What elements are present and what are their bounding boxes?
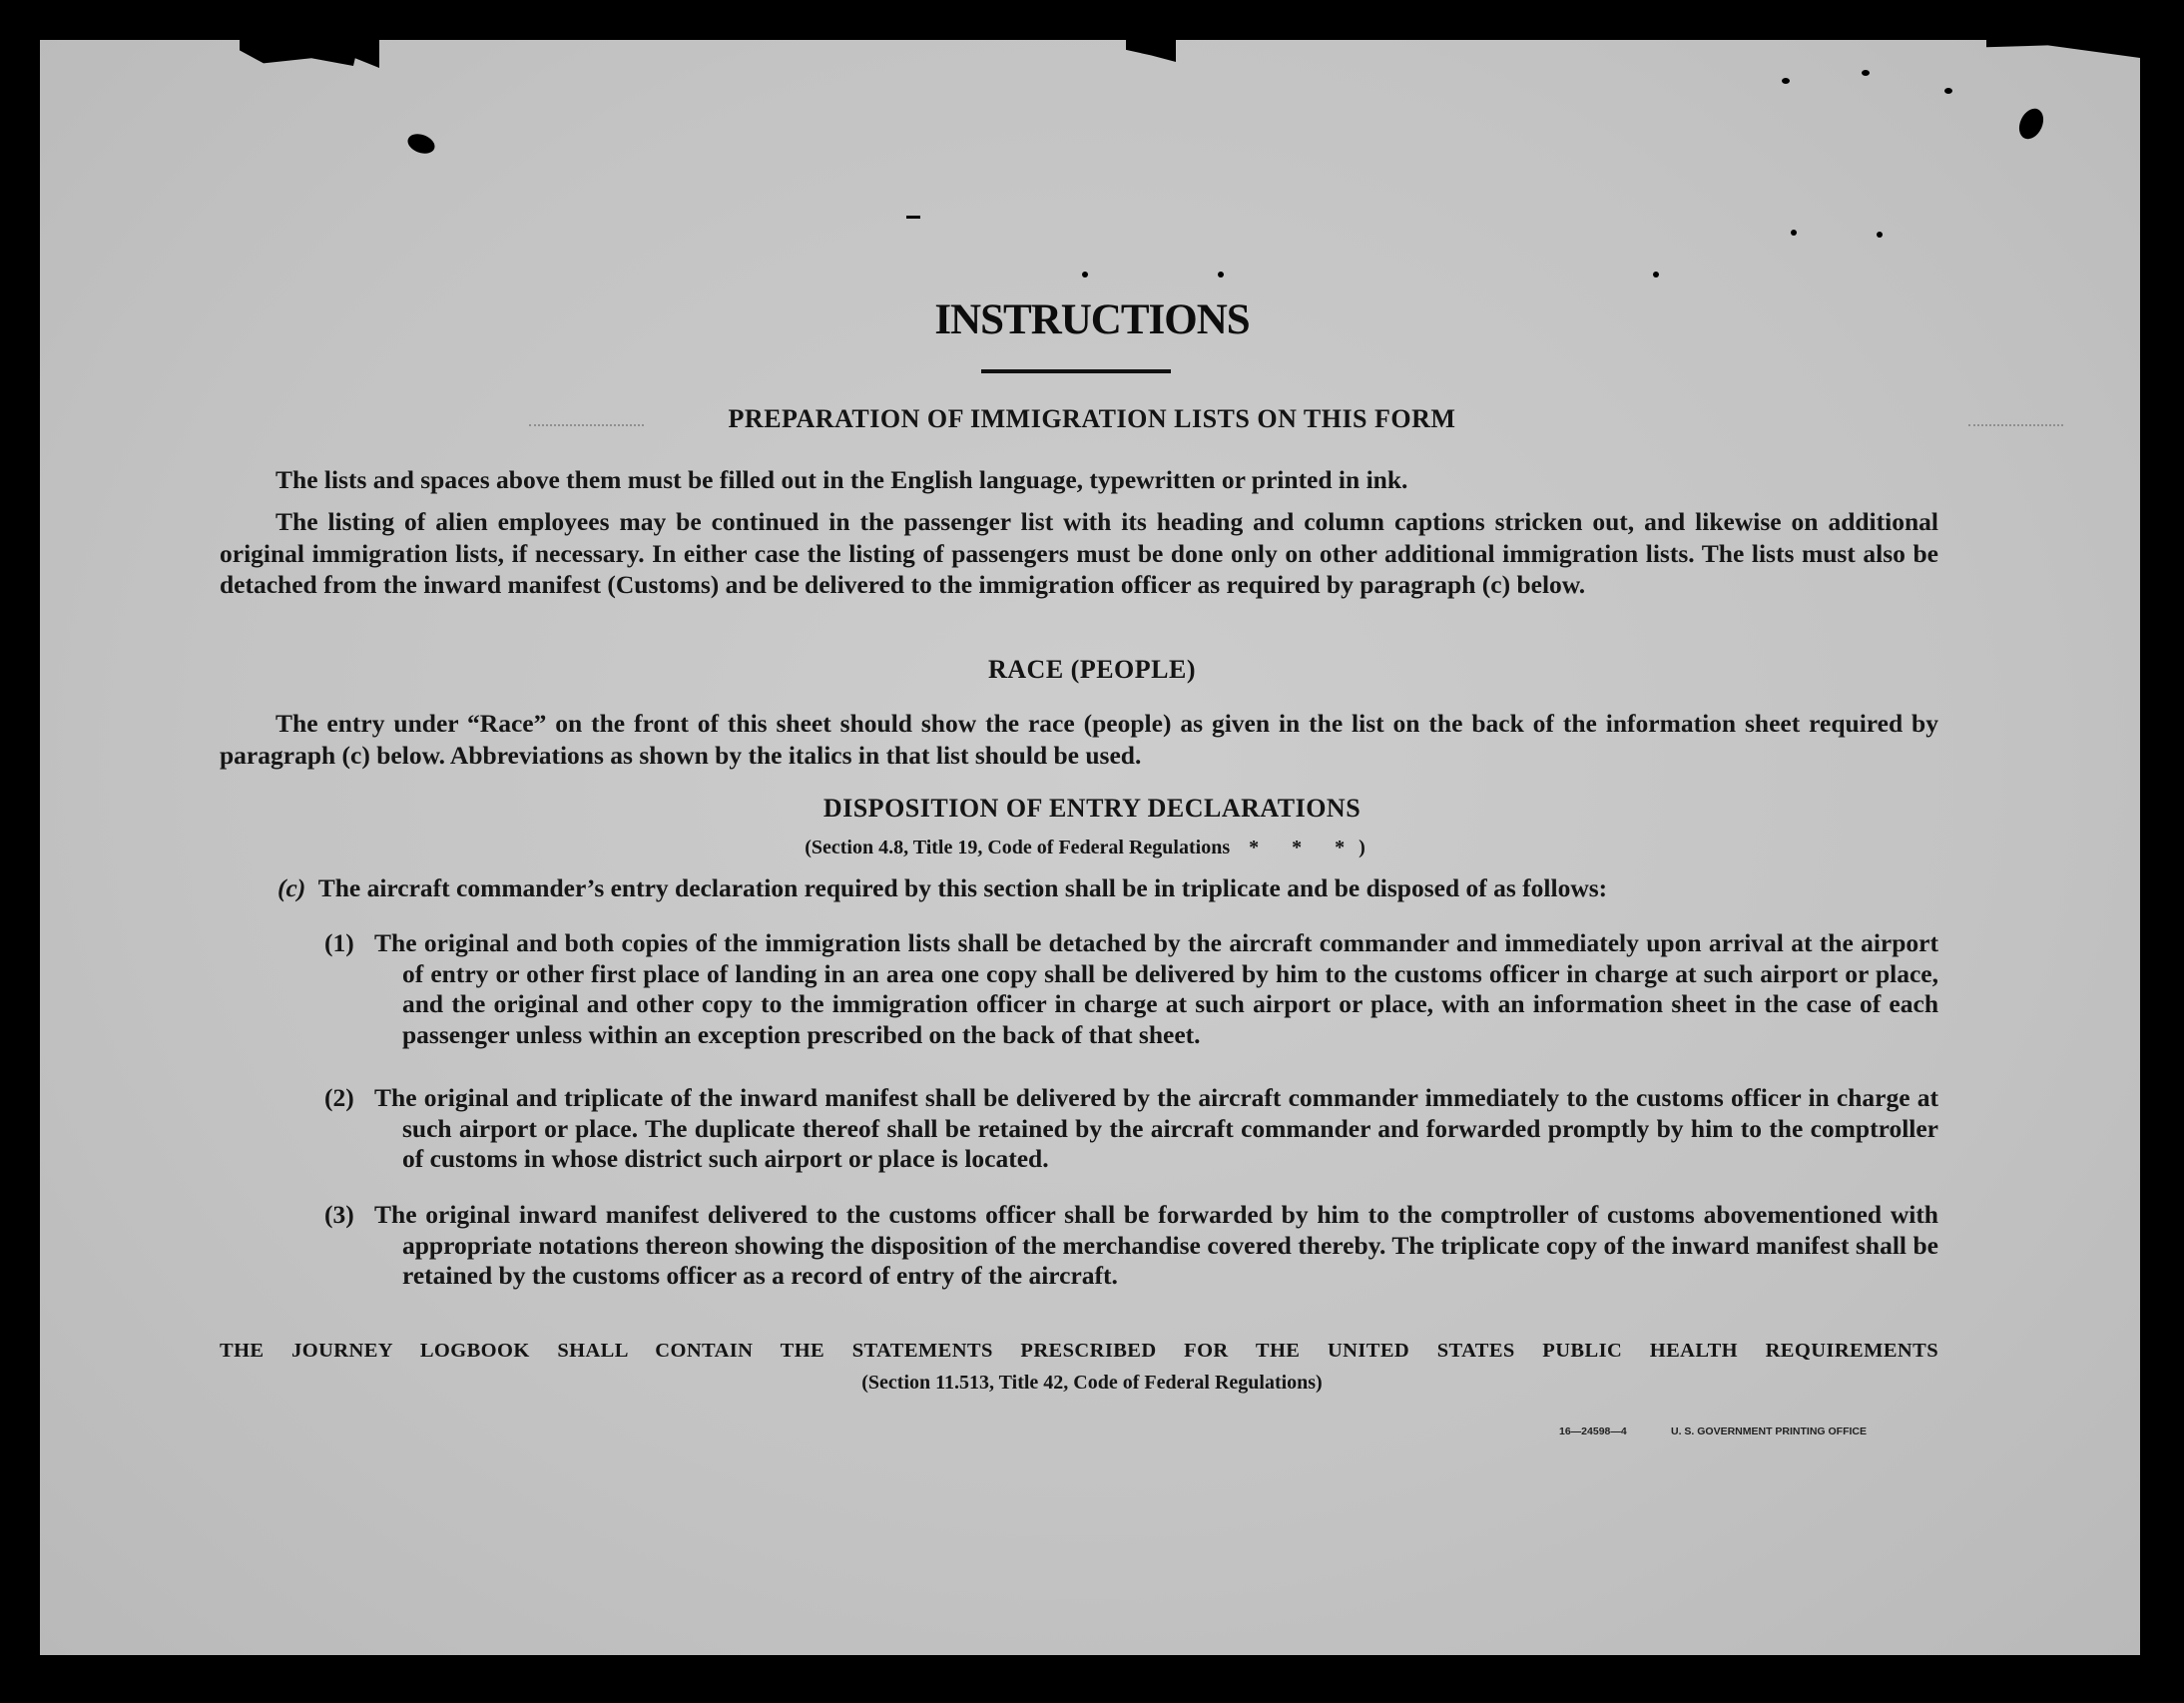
preparation-paragraph-2: The listing of alien employees may be continued in the passenger list with its heading and column captions stricken out, and likewise on additional original immigration lists, if necessary. In either case the listing of passengers must be done only on other additional immigration lists. The lists must also be detached from the inward manifest (Customs) and be delivered to the immigration officer as required by paragraph (c) below. <box>220 507 1938 599</box>
page-title: INSTRUCTIONS <box>934 296 1250 343</box>
preparation-paragraph-1: The lists and spaces above them must be filled out in the English language, typewritten or printed in ink. <box>275 465 1408 494</box>
item-text: The original inward manifest delivered to the customs officer shall be forwarded by him to the comptroller of customs abovementioned with appropriate notations thereon showing the disposition of the merchandise covered thereby. The triplicate copy of the inward manifest shall be retained by the customs officer as a record of entry of the aircraft. <box>374 1200 1938 1290</box>
item-number: (1) <box>324 928 354 957</box>
clause-text: The aircraft commander’s entry declaration required by this section shall be in triplicate and be disposed of as follows: <box>317 873 1608 902</box>
ink-spot <box>1782 78 1790 84</box>
ink-spot <box>1082 272 1088 278</box>
ink-spot <box>1862 70 1870 76</box>
section-heading-race: RACE (PEOPLE) <box>988 655 1196 684</box>
form-number: 16—24598—4 <box>1559 1425 1627 1437</box>
printer-imprint: U. S. GOVERNMENT PRINTING OFFICE <box>1671 1425 1868 1437</box>
section-heading-disposition: DISPOSITION OF ENTRY DECLARATIONS <box>822 794 1362 823</box>
citation-asterisks: * * *) <box>1249 837 1379 858</box>
item-text: The original and triplicate of the inward manifest shall be delivered by the aircraft commander immediately to the customs officer in charge at such airport or place. The duplicate thereof shall be retained by the aircraft commander and forwarded promptly by him to the comptroller of customs in whose district such airport or place is located. <box>374 1083 1938 1173</box>
ink-spot <box>1944 88 1952 94</box>
ink-spot <box>1791 230 1797 236</box>
ink-spot <box>1653 272 1659 278</box>
scan-artifact <box>906 216 920 219</box>
item-text: The original and both copies of the immigration lists shall be detached by the aircraft commander and immediately upon arrival at the airport of entry or other first place of landing in an area one copy shall be delivered by him to the customs officer in charge at such airport or place, and the original and other copy to the immigration officer in charge at such airport or place, with an information sheet in the case of each passenger unless within an exception prescribed on the back of that sheet. <box>374 928 1938 1049</box>
ink-spot <box>1218 272 1224 278</box>
clause-c <box>277 872 1974 903</box>
clause-label: (c) <box>277 873 306 902</box>
item-number: (3) <box>324 1200 354 1229</box>
disposition-item-2 <box>324 1083 1938 1175</box>
item-number: (2) <box>324 1083 354 1112</box>
race-paragraph: The entry under “Race” on the front of this sheet should show the race (people) as given in the list on the back of the information sheet required by paragraph (c) below. Abbreviations as shown by the italics in that list should be used. <box>220 709 1938 770</box>
citation-text: (Section 4.8, Title 19, Code of Federal Regulations <box>805 837 1231 858</box>
disposition-item-3 <box>324 1200 1938 1292</box>
ink-spot <box>1877 232 1883 238</box>
title-underline <box>981 369 1171 373</box>
disposition-citation <box>0 837 2184 859</box>
public-health-citation: (Section 11.513, Title 42, Code of Federal Regulations) <box>861 1372 1323 1394</box>
public-health-statement: THE JOURNEY LOGBOOK SHALL CONTAIN THE STATEMENTS PRESCRIBED FOR THE UNITED STATES PUBLIC HEALTH REQUIREMENTS <box>220 1340 1938 1362</box>
disposition-item-1 <box>324 928 1938 1050</box>
section-heading-preparation: PREPARATION OF IMMIGRATION LISTS ON THIS FORM <box>728 404 1456 433</box>
